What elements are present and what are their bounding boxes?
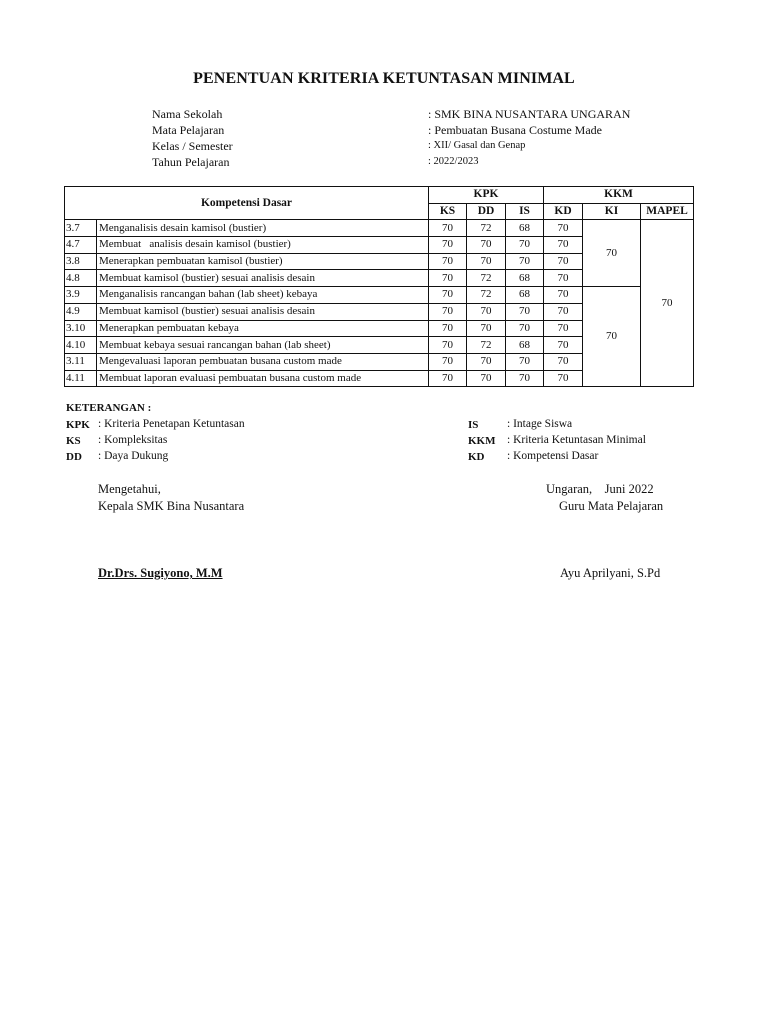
dd-header: DD <box>467 203 506 220</box>
row-is: 68 <box>506 337 544 354</box>
row-dd: 72 <box>467 270 506 287</box>
row-ks: 70 <box>429 287 467 304</box>
legend-desc: : Daya Dukung <box>98 450 169 462</box>
legend-abbr: KD <box>468 451 485 463</box>
row-dd: 70 <box>467 353 506 370</box>
row-ks: 70 <box>429 337 467 354</box>
school-name-label: Nama Sekolah <box>152 107 223 121</box>
subject-value: : Pembuatan Busana Costume Made <box>428 123 602 137</box>
row-kd: 70 <box>544 320 583 337</box>
header-row-1 <box>65 187 694 204</box>
ki-group-1: 70 <box>583 220 641 287</box>
kkm-table <box>64 186 694 387</box>
row-code: 4.10 <box>65 337 97 354</box>
row-ks: 70 <box>429 270 467 287</box>
academic-year-value: : 2022/2023 <box>428 156 479 167</box>
legend-desc: : Kompleksitas <box>98 434 168 446</box>
subject-label: Mata Pelajaran <box>152 123 225 137</box>
row-ks: 70 <box>429 370 467 387</box>
ki-group-2: 70 <box>583 287 641 387</box>
row-description: Membuat kamisol (bustier) sesuai analisis desain <box>97 270 429 287</box>
row-kd: 70 <box>544 220 583 237</box>
row-is: 68 <box>506 287 544 304</box>
row-description: Membuat kamisol (bustier) sesuai analisis desain <box>97 303 429 320</box>
row-description: Menganalisis desain kamisol (bustier) <box>97 220 429 237</box>
row-is: 70 <box>506 370 544 387</box>
kpk-header: KPK <box>429 187 544 204</box>
legend-abbr: KKM <box>468 435 496 447</box>
row-description: Menganalisis rancangan bahan (lab sheet) kebaya <box>97 287 429 304</box>
legend-heading: KETERANGAN : <box>66 402 152 414</box>
row-code: 4.7 <box>65 237 97 254</box>
teacher-title: Guru Mata Pelajaran <box>559 499 664 513</box>
teacher-name: Ayu Aprilyani, S.Pd <box>560 566 661 580</box>
row-kd: 70 <box>544 253 583 270</box>
ki-header: KI <box>583 203 641 220</box>
row-code: 3.8 <box>65 253 97 270</box>
row-dd: 72 <box>467 287 506 304</box>
row-ks: 70 <box>429 320 467 337</box>
legend-abbr: KS <box>66 435 81 447</box>
table-row <box>65 220 694 237</box>
row-code: 4.9 <box>65 303 97 320</box>
legend-desc: : Kriteria Ketuntasan Minimal <box>507 434 646 446</box>
legend-abbr: IS <box>468 419 479 431</box>
row-is: 70 <box>506 253 544 270</box>
row-is: 70 <box>506 320 544 337</box>
class-semester-label: Kelas / Semester <box>152 139 233 153</box>
row-ks: 70 <box>429 237 467 254</box>
acknowledged-label: Mengetahui, <box>98 482 161 496</box>
principal-title: Kepala SMK Bina Nusantara <box>98 499 245 513</box>
row-dd: 70 <box>467 237 506 254</box>
row-dd: 70 <box>467 320 506 337</box>
row-code: 3.9 <box>65 287 97 304</box>
row-description: Menerapkan pembuatan kamisol (bustier) <box>97 253 429 270</box>
legend-desc: : Kriteria Penetapan Ketuntasan <box>98 418 245 430</box>
row-code: 4.11 <box>65 370 97 387</box>
row-kd: 70 <box>544 270 583 287</box>
principal-name: Dr.Drs. Sugiyono, M.M <box>98 566 223 580</box>
class-semester-value: : XII/ Gasal dan Genap <box>428 140 526 151</box>
legend-desc: : Intage Siswa <box>507 418 573 430</box>
row-is: 68 <box>506 270 544 287</box>
is-header: IS <box>506 203 544 220</box>
legend-abbr: KPK <box>66 419 90 431</box>
row-dd: 72 <box>467 220 506 237</box>
row-dd: 72 <box>467 337 506 354</box>
row-description: Membuat kebaya sesuai rancangan bahan (lab sheet) <box>97 337 429 354</box>
row-is: 68 <box>506 220 544 237</box>
legend-abbr: DD <box>66 451 82 463</box>
row-dd: 70 <box>467 303 506 320</box>
kkm-header: KKM <box>544 187 694 204</box>
row-code: 3.10 <box>65 320 97 337</box>
row-ks: 70 <box>429 220 467 237</box>
row-kd: 70 <box>544 303 583 320</box>
legend-desc: : Kompetensi Dasar <box>507 450 599 462</box>
row-dd: 70 <box>467 370 506 387</box>
mapel-value: 70 <box>641 220 694 387</box>
row-kd: 70 <box>544 287 583 304</box>
row-code: 4.8 <box>65 270 97 287</box>
row-ks: 70 <box>429 353 467 370</box>
competency-header: Kompetensi Dasar <box>65 187 429 220</box>
table-row <box>65 287 694 304</box>
row-kd: 70 <box>544 353 583 370</box>
row-kd: 70 <box>544 237 583 254</box>
mapel-header: MAPEL <box>641 203 694 220</box>
row-description: Mengevaluasi laporan pembuatan busana custom made <box>97 353 429 370</box>
row-is: 70 <box>506 353 544 370</box>
page-title: PENENTUAN KRITERIA KETUNTASAN MINIMAL <box>193 70 575 87</box>
row-description: Membuat laporan evaluasi pembuatan busana custom made <box>97 370 429 387</box>
row-description: Membuat analisis desain kamisol (bustier) <box>97 237 429 254</box>
row-is: 70 <box>506 237 544 254</box>
place-date: Ungaran, Juni 2022 <box>546 482 654 496</box>
school-name-value: : SMK BINA NUSANTARA UNGARAN <box>428 107 631 121</box>
row-code: 3.11 <box>65 353 97 370</box>
row-dd: 70 <box>467 253 506 270</box>
row-ks: 70 <box>429 303 467 320</box>
row-is: 70 <box>506 303 544 320</box>
ks-header: KS <box>429 203 467 220</box>
row-description: Menerapkan pembuatan kebaya <box>97 320 429 337</box>
row-kd: 70 <box>544 370 583 387</box>
row-ks: 70 <box>429 253 467 270</box>
row-code: 3.7 <box>65 220 97 237</box>
row-kd: 70 <box>544 337 583 354</box>
kd-header: KD <box>544 203 583 220</box>
academic-year-label: Tahun Pelajaran <box>152 155 230 169</box>
